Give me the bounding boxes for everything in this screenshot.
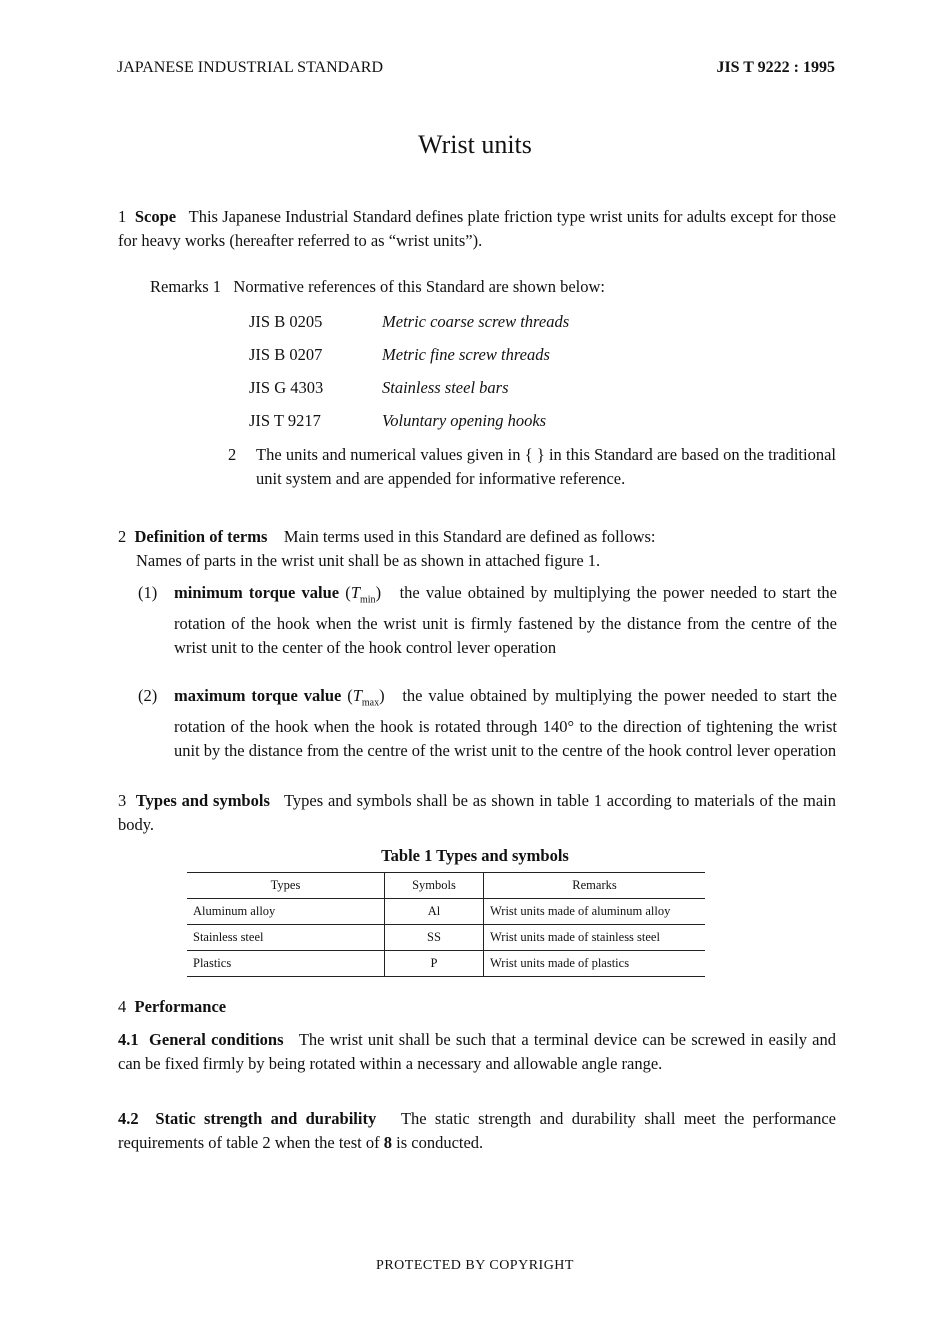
copyright-footer: PROTECTED BY COPYRIGHT <box>376 1258 574 1273</box>
reference-row <box>249 312 569 332</box>
definition-item <box>138 684 837 763</box>
definition-symbol-subscript: min <box>360 594 376 606</box>
section-3-number: 3 <box>118 791 127 810</box>
reference-title: Metric coarse screw threads <box>382 312 570 331</box>
table-row <box>187 951 705 977</box>
section-4-2-static-strength <box>118 1107 836 1155</box>
definition-symbol: T <box>352 686 362 705</box>
remark-2-text: The units and numerical values given in { } in this Standard are based on the traditional unit system and are appended for informative reference. <box>256 445 836 488</box>
header-standard-number: JIS T 9222 : 1995 <box>716 59 835 76</box>
section-4-1-text: The wrist unit shall be such that a terminal device can be screwed in easily and can be fixed firmly by being rotated within a necessary and allowable angle range. <box>118 1030 837 1073</box>
section-4-2-number: 4.2 <box>118 1109 139 1128</box>
definition-body: minimum torque value $(T_{min})$ the value obtained by multiplying the power needed to start the rotation of the hook when the wrist unit is firmly fastened by the distance from the centre of the wrist unit to the center of the hook control lever operation <box>174 583 837 658</box>
reference-title: Voluntary opening hooks <box>382 411 547 430</box>
remark-1-label: Remarks 1 <box>150 277 222 296</box>
table-cell: Al <box>385 899 484 925</box>
table-1 <box>187 872 705 977</box>
reference-row <box>249 411 546 431</box>
table-header-row <box>187 873 705 899</box>
table-cell: Plastics <box>187 951 385 977</box>
section-3-types <box>118 789 836 837</box>
definition-body: maximum torque value $(T_{max})$ the value obtained by multiplying the power needed to start the rotation of the hook when the hook is rotated through 140° to the direction of tightening the wrist unit by the distance from the centre of the wrist unit to the centre of the hook control lever operation <box>174 686 837 761</box>
section-1-text: This Japanese Industrial Standard defines plate friction type wrist units for adults except for those for heavy works (hereafter referred to as “wrist units”). <box>118 207 837 250</box>
section-4-1-general-conditions <box>118 1028 836 1076</box>
section-4-2-text: The static strength and durability shall meet the performance requirements of table 2 when the test of <box>118 1109 837 1152</box>
section-1-scope <box>118 205 836 253</box>
table-header-cell: Remarks <box>484 873 706 899</box>
table-header-cell: Types <box>187 873 385 899</box>
table-cell: SS <box>385 925 484 951</box>
table-row <box>187 925 705 951</box>
section-2-figure-note: Names of parts in the wrist unit shall be as shown in attached figure 1. <box>136 551 601 570</box>
page-title: Wrist units <box>418 130 532 159</box>
table-row <box>187 899 705 925</box>
table-header-cell: Symbols <box>385 873 484 899</box>
reference-title: Metric fine screw threads <box>382 345 550 364</box>
reference-row <box>249 345 550 365</box>
section-4-performance <box>118 995 836 1019</box>
table-cell: Wrist units made of aluminum alloy <box>484 899 706 925</box>
table-cell: Wrist units made of stainless steel <box>484 925 706 951</box>
table-1-caption: Table 1 Types and symbols <box>381 846 569 865</box>
section-4-number: 4 <box>118 997 127 1016</box>
reference-code: JIS B 0205 <box>249 312 323 331</box>
reference-title: Stainless steel bars <box>382 378 509 397</box>
definition-symbol: T <box>350 583 360 602</box>
table-cell: P <box>385 951 484 977</box>
reference-code: JIS T 9217 <box>249 411 321 430</box>
section-1-heading: Scope <box>134 207 177 226</box>
reference-row <box>249 378 509 398</box>
reference-code: JIS B 0207 <box>249 345 323 364</box>
section-1-number: 1 <box>118 207 127 226</box>
section-4-2-tail: is conducted. <box>396 1133 484 1152</box>
section-4-1-heading: General conditions <box>149 1030 284 1049</box>
definition-text: the value obtained by multiplying the power needed to start the rotation of the hook when the wrist unit is firmly fastened by the distance from the centre of the wrist unit to the center of the hook control lever operation <box>174 583 837 658</box>
table-cell: Stainless steel <box>187 925 385 951</box>
remark-1 <box>150 277 605 297</box>
remark-2-number: 2 <box>228 445 237 464</box>
reference-code: JIS G 4303 <box>249 378 324 397</box>
remark-1-text: Normative references of this Standard are shown below: <box>233 277 605 296</box>
definition-number: (2) <box>138 686 158 705</box>
definition-term: maximum torque value <box>174 686 342 705</box>
table-cell: Wrist units made of plastics <box>484 951 706 977</box>
section-3-text: Types and symbols shall be as shown in table 1 according to materials of the main body. <box>118 791 837 834</box>
section-2-number: 2 <box>118 527 127 546</box>
section-4-2-heading: Static strength and durability <box>155 1109 377 1128</box>
section-4-1-number: 4.1 <box>118 1030 139 1049</box>
header-standard-name: JAPANESE INDUSTRIAL STANDARD <box>117 59 383 76</box>
definition-number: (1) <box>138 583 158 602</box>
definition-term: minimum torque value <box>174 583 340 602</box>
table-cell: Aluminum alloy <box>187 899 385 925</box>
remark-2 <box>228 443 836 491</box>
section-4-heading: Performance <box>134 997 227 1016</box>
section-3-heading: Types and symbols <box>135 791 270 810</box>
definition-item <box>138 581 837 660</box>
page-header <box>117 59 835 77</box>
section-2-definitions <box>118 525 836 549</box>
section-4-2-reference: 8 <box>383 1133 392 1152</box>
definition-text: the value obtained by multiplying the power needed to start the rotation of the hook when the hook is rotated through 140° to the direction of tightening the wrist unit by the distance from the centre of the wrist unit to the centre of the hook control lever operation <box>174 686 837 761</box>
section-2-heading: Definition of terms <box>134 527 268 546</box>
definition-symbol-subscript: max <box>361 697 380 709</box>
section-2-text: Main terms used in this Standard are defined as follows: <box>283 527 656 546</box>
